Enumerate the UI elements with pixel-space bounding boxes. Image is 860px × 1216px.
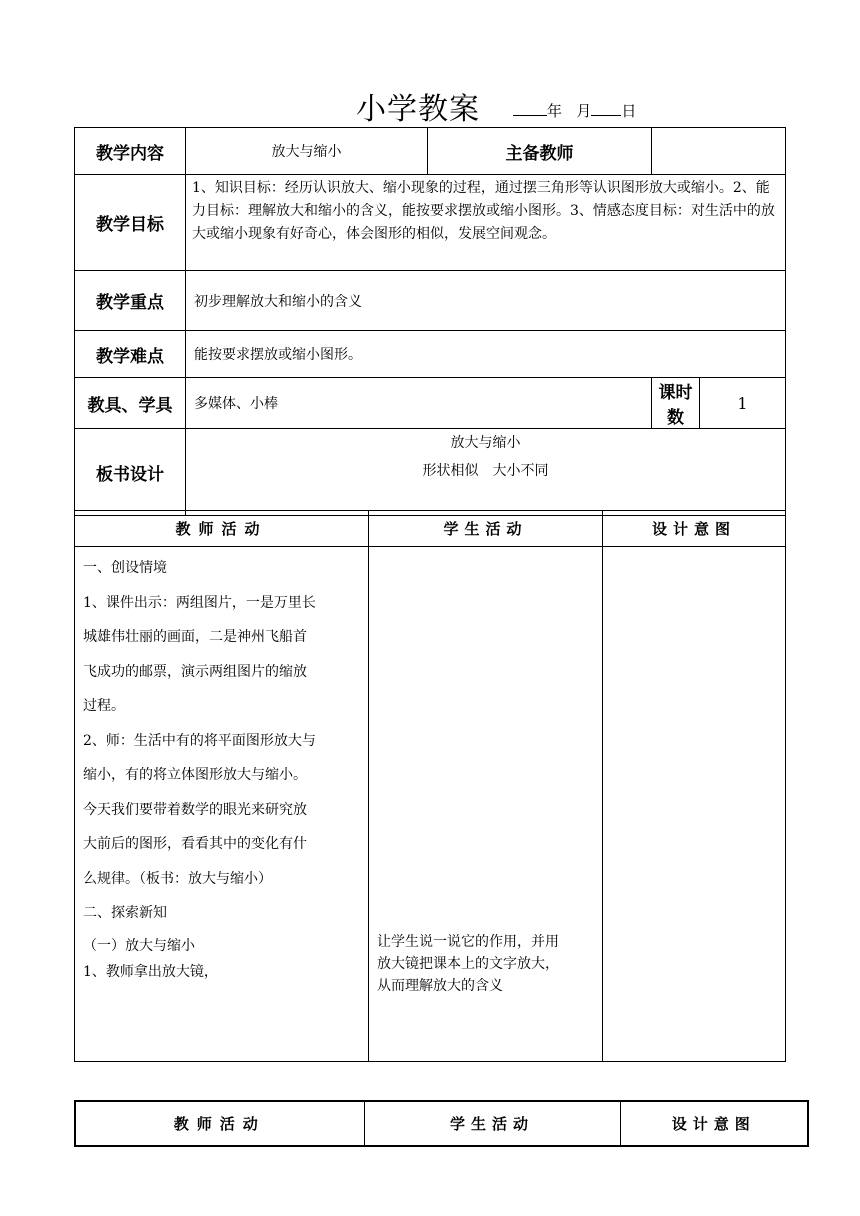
- board-line-1: 放大与缩小: [450, 435, 521, 451]
- periods-label: 课时数: [652, 378, 700, 429]
- teacher-activity-cell: [75, 547, 369, 1062]
- teacher-line: 么规律。（板书：放大与缩小）: [83, 870, 272, 887]
- key-label: 教学重点: [75, 271, 186, 331]
- goal-text: 1、知识目标：经历认识放大、缩小现象的过程，通过摆三角形等认识图形放大或缩小。2、能力目标：理解放大和缩小的含义，能按要求摆放或缩小图形。3、情感态度目标：对生活中的放大或缩小现象有好奇心，体会图形的相似，发展空间观念。: [186, 175, 786, 271]
- day-blank: [591, 101, 621, 116]
- teacher-line: 飞成功的邮票，演示两组图片的缩放: [83, 663, 307, 680]
- key-value: 初步理解放大和缩小的含义: [186, 271, 786, 331]
- teacher-line: 一、创设情境: [83, 560, 167, 576]
- student-activity-cell: [369, 547, 603, 1062]
- difficulty-label: 教学难点: [75, 331, 186, 378]
- next-page-activity-header: [74, 1100, 809, 1147]
- design-intent-header-2: 设计意图: [620, 1101, 808, 1146]
- design-intent-cell: [603, 547, 786, 1062]
- page-title: 小学教案: [356, 92, 480, 127]
- student-activity-header-2: 学生活动: [364, 1101, 620, 1146]
- design-intent-header: 设计意图: [603, 511, 786, 547]
- tools-value: 多媒体、小棒: [186, 378, 652, 429]
- teacher-line: 1、课件出示：两组图片，一是万里长: [83, 594, 316, 611]
- goal-label: 教学目标: [75, 175, 186, 271]
- teacher-line: 二、探索新知: [83, 905, 167, 921]
- preparer-label: 主备教师: [428, 128, 652, 175]
- teacher-line: 今天我们要带着数学的眼光来研究放: [83, 801, 307, 818]
- periods-value: 1: [700, 378, 786, 429]
- teacher-line: 缩小，有的将立体图形放大与缩小。: [83, 767, 307, 783]
- board-design: [186, 429, 786, 516]
- student-line: 让学生说一说它的作用，并用: [377, 934, 559, 950]
- student-activity-header: 学生活动: [369, 511, 603, 547]
- tools-label: 教具、学具: [75, 378, 186, 429]
- board-label: 板书设计: [75, 429, 186, 516]
- year-blank: [513, 101, 547, 116]
- teacher-line: 2、师：生活中有的将平面图形放大与: [83, 732, 316, 749]
- teacher-line: 1、教师拿出放大镜，: [83, 963, 218, 980]
- day-suffix: 日: [621, 102, 637, 120]
- month-suffix: 月: [576, 102, 592, 120]
- date-field: [513, 100, 636, 121]
- teacher-line: 大前后的图形，看看其中的变化有什: [83, 836, 307, 852]
- teacher-line: 过程。: [83, 698, 125, 714]
- student-line: 放大镜把课本上的文字放大，: [377, 956, 559, 972]
- content-label: 教学内容: [75, 128, 186, 175]
- year-suffix: 年: [547, 102, 563, 120]
- lesson-info-table: [74, 127, 786, 516]
- board-line-2: 形状相似 大小不同: [422, 463, 549, 479]
- teacher-line: （一）放大与缩小: [83, 937, 195, 954]
- teacher-activity-header-2: 教师活动: [75, 1101, 364, 1146]
- preparer-value: [652, 128, 786, 175]
- teacher-activity-header: 教师活动: [75, 511, 369, 547]
- teacher-line: 城雄伟壮丽的画面，二是神州飞船首: [83, 629, 307, 645]
- student-line: 从而理解放大的含义: [377, 978, 503, 994]
- content-value: 放大与缩小: [186, 128, 428, 175]
- activity-table: [74, 510, 786, 1062]
- difficulty-value: 能按要求摆放或缩小图形。: [186, 331, 786, 378]
